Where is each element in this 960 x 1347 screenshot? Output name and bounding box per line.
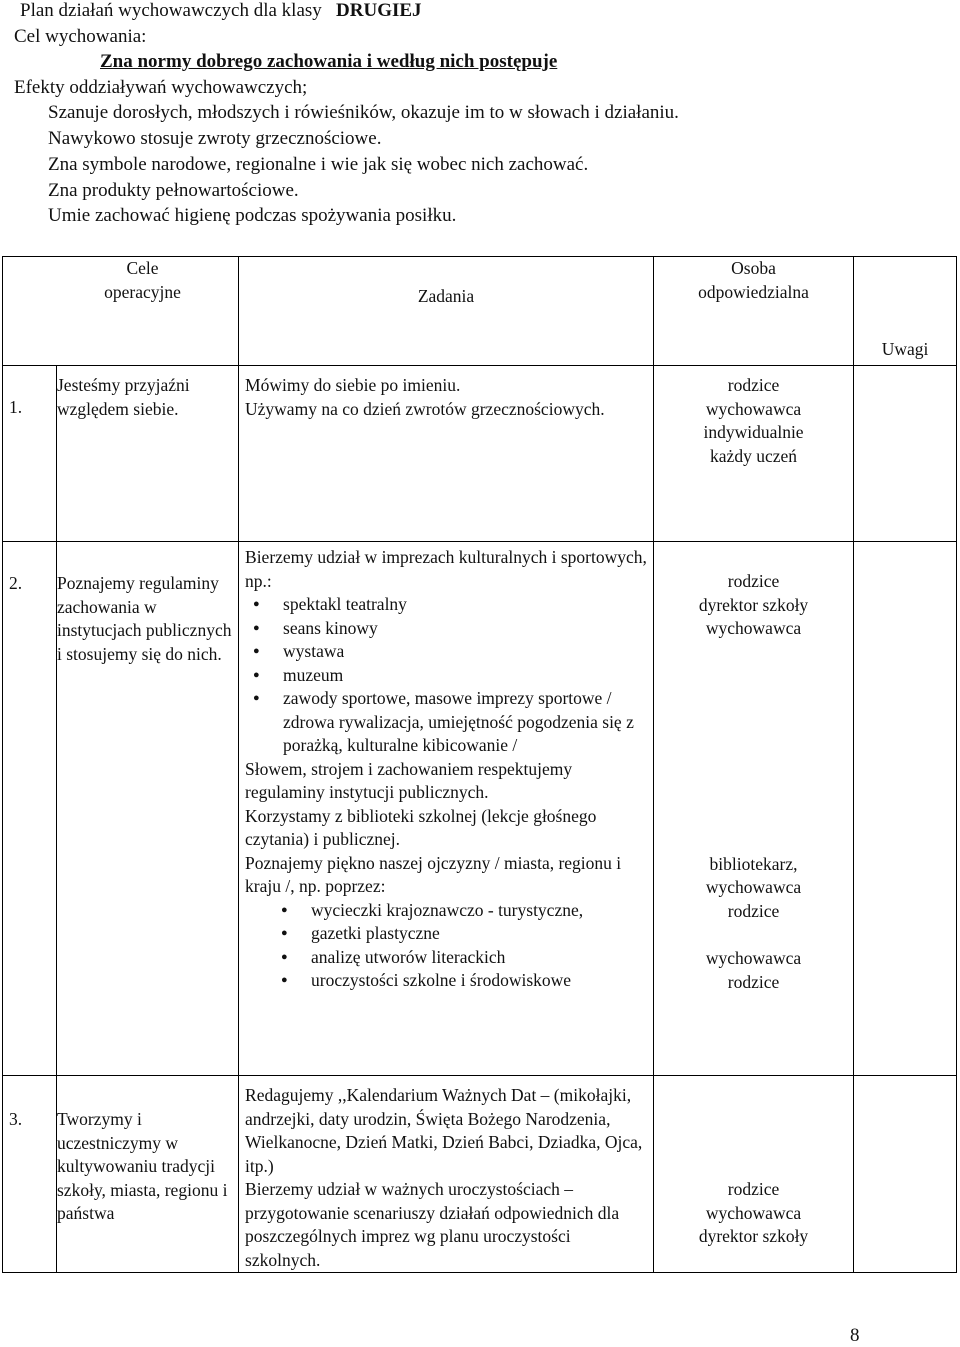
- bullet-item: ● spektakl teatralny: [283, 593, 647, 617]
- bullet-item: ● wystawa: [283, 640, 647, 664]
- row-number: 2.: [3, 542, 57, 1076]
- bullet-item: ● wycieczki krajoznawczo - turystyczne,: [311, 899, 647, 923]
- zadania-line: Redagujemy ,,Kalendarium Ważnych Dat – (mikołajki, andrzejki, daty urodzin, Święta Bożego Narodzenia, Wielkanocne, Dzień Matki, Dzień Babci, Dziadka, Ojca, itp.): [245, 1085, 643, 1176]
- plan-class: DRUGIEJ: [336, 0, 422, 21]
- osoba-line: wychowawca: [705, 948, 802, 968]
- osoba-line: dyrektor szkoły: [698, 594, 809, 615]
- plan-title: [20, 0, 422, 22]
- effect-item: Zna symbole narodowe, regionalne i wie jak się wobec nich zachować.: [48, 154, 589, 175]
- table-row: [3, 1076, 957, 1273]
- row-uwagi: [854, 1076, 957, 1273]
- header-cele: [3, 257, 239, 366]
- effect-item: Nawykowo stosuje zwroty grzecznościowe.: [48, 128, 382, 149]
- row-cel: Poznajemy regulaminy zachowania w instytucjach publicznych i stosujemy się do nich.: [57, 542, 239, 1076]
- effect-item: Szanuje dorosłych, młodszych i rówieśników, okazuje im to w słowach i działaniu.: [48, 102, 679, 123]
- row-uwagi: [854, 366, 957, 542]
- goal-label: Cel wychowania:: [14, 26, 147, 47]
- zadania-bullet-list: [245, 899, 647, 993]
- zadania-line: Słowem, strojem i zachowaniem respektujemy regulaminy instytucji publicznych.: [245, 758, 573, 802]
- bullet-item: ● muzeum: [283, 664, 647, 688]
- header-cele-text: Cele operacyjne: [104, 258, 181, 302]
- row-zadania: [239, 542, 654, 1076]
- osoba-line: wychowawca: [705, 618, 802, 638]
- row-zadania: [239, 366, 654, 542]
- osoba-line: rodzice: [727, 971, 780, 992]
- osoba-line: wychowawca: [705, 398, 802, 419]
- row-uwagi: [854, 542, 957, 1076]
- effect-item: Zna produkty pełnowartościowe.: [48, 180, 299, 201]
- zadania-line: Używamy na co dzień zwrotów grzecznościowych.: [245, 398, 605, 419]
- osoba-line: rodzice: [727, 571, 780, 591]
- header-osoba: [654, 257, 854, 366]
- zadania-intro: Bierzemy udział w imprezach kulturalnych i sportowych, np.:: [245, 547, 647, 591]
- bullet-item: ● uroczystości szkolne i środowiskowe: [311, 969, 647, 993]
- table-row: [3, 542, 957, 1076]
- header-osoba-text: Osoba odpowiedzialna: [698, 258, 809, 302]
- osoba-line: bibliotekarz,: [709, 853, 798, 874]
- row-osoba: [654, 542, 854, 1076]
- osoba-line: indywidualnie: [703, 422, 804, 442]
- row-number: 1.: [3, 366, 57, 542]
- table-row: [3, 366, 957, 542]
- bullet-item: ● analizę utworów literackich: [311, 946, 647, 970]
- row-cel: Jesteśmy przyjaźni względem siebie.: [57, 366, 239, 542]
- effects-label: Efekty oddziaływań wychowawczych;: [14, 77, 308, 98]
- osoba-line: każdy uczeń: [710, 445, 797, 466]
- row-cel: Tworzymy i uczestniczymy w kultywowaniu tradycji szkoły, miasta, regionu i państwa: [57, 1076, 239, 1273]
- osoba-line: wychowawca: [705, 1202, 802, 1223]
- table-header-row: [3, 257, 957, 366]
- osoba-line: rodzice: [727, 1179, 780, 1199]
- bullet-item: ● seans kinowy: [283, 617, 647, 641]
- effect-item: Umie zachować higienę podczas spożywania posiłku.: [48, 205, 457, 226]
- zadania-bullet-list: [245, 593, 647, 758]
- osoba-line: rodzice: [727, 375, 780, 395]
- goal-text: Zna normy dobrego zachowania i według nich postępuje: [100, 51, 558, 72]
- row-osoba: [654, 1076, 854, 1273]
- row-zadania: [239, 1076, 654, 1273]
- plan-title-text: Plan działań wychowawczych dla klasy: [20, 0, 322, 21]
- osoba-line: wychowawca: [705, 877, 802, 897]
- row-osoba: [654, 366, 854, 542]
- bullet-item: ● gazetki plastyczne: [311, 922, 647, 946]
- header-zadania: Zadania: [239, 257, 654, 366]
- osoba-line: rodzice: [727, 900, 780, 921]
- zadania-line: Bierzemy udział w ważnych uroczystościach –przygotowanie scenariuszy działań odpowiednich dla poszczególnych imprez wg planu uroczystości szkolnych.: [245, 1179, 620, 1270]
- row-number: 3.: [3, 1076, 57, 1273]
- osoba-line: dyrektor szkoły: [698, 1226, 809, 1246]
- zadania-line: Mówimy do siebie po imieniu.: [245, 375, 461, 395]
- page-number: 8: [850, 1325, 860, 1346]
- plan-table: [2, 256, 957, 1273]
- bullet-item: ● zawody sportowe, masowe imprezy sportowe / zdrowa rywalizacja, umiejętność pogodzenia się z porażką, kulturalne kibicowanie /: [283, 687, 647, 758]
- zadania-line: Poznajemy piękno naszej ojczyzny / miasta, regionu i kraju /, np. poprzez:: [245, 852, 622, 896]
- zadania-line: Korzystamy z biblioteki szkolnej (lekcje głośnego czytania) i publicznej.: [245, 805, 597, 849]
- header-uwagi: Uwagi: [854, 257, 957, 366]
